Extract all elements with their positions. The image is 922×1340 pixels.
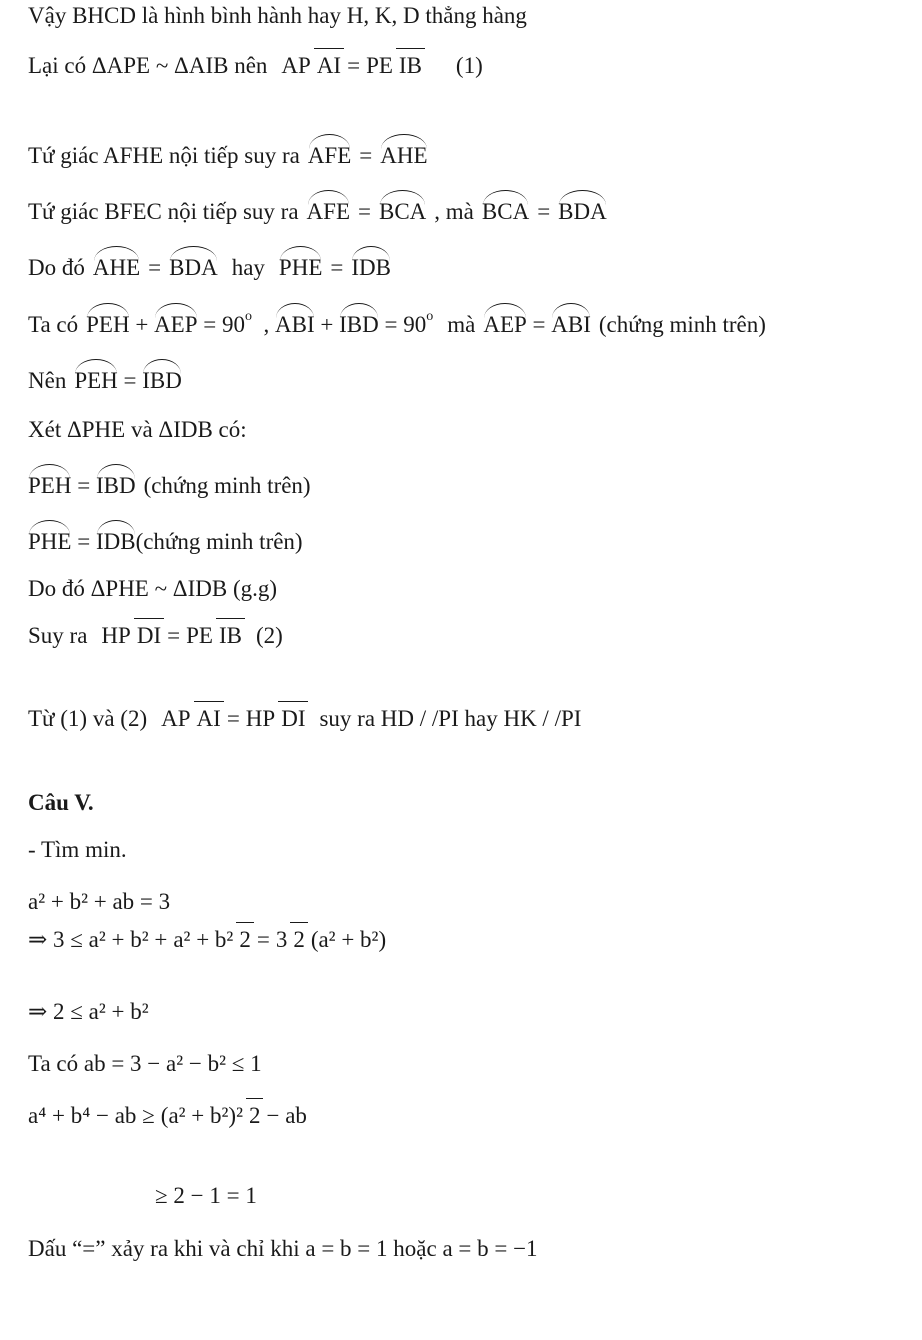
angle: AHE (380, 143, 428, 168)
numerator: AP (161, 706, 191, 731)
angle: AEP (154, 312, 198, 337)
text: - Tìm min. (28, 837, 127, 862)
line-9: PEH = IBD (chứng minh trên) (28, 473, 311, 498)
fraction (278, 54, 344, 77)
angle: PHE (28, 529, 72, 554)
numerator: PE (186, 623, 213, 648)
numerator: a² + b² (173, 927, 234, 952)
line-7: Nên PEH = IBD (28, 368, 182, 393)
degree: o (245, 308, 252, 324)
angle: ABI (275, 312, 315, 337)
angle: PHE (278, 255, 323, 280)
angle: AFE (306, 199, 350, 224)
angle: IBD (142, 368, 182, 393)
angle: BDA (169, 255, 218, 280)
angle: PEH (74, 368, 118, 393)
line-15 (28, 838, 127, 861)
numerator: PE (366, 53, 393, 78)
numerator: (a² + b²)² (160, 1103, 243, 1128)
text: (chứng minh trên) (135, 529, 303, 554)
numerator: HP (245, 706, 276, 731)
angle: BDA (558, 199, 607, 224)
line-16 (28, 890, 170, 913)
angle: IDB (351, 255, 391, 280)
denominator: 2 (236, 922, 254, 952)
section-heading (28, 791, 94, 814)
text: hay (231, 255, 265, 280)
angle: PEH (86, 312, 130, 337)
angle: PEH (28, 473, 72, 498)
text: Do đó (28, 255, 85, 280)
equation: a² + b² + ab = 3 (28, 889, 171, 914)
line-13: Từ (1) và (2) AP AI = HP DI suy ra HD / /PI hay HK / /PI (28, 707, 581, 730)
text: Từ (1) và (2) (28, 706, 148, 731)
equals: = (347, 53, 361, 78)
text: Nên (28, 368, 67, 393)
text: Dấu “=” xảy ra khi và chỉ khi a = b = 1 hoặc a = b = −1 (28, 1236, 538, 1261)
text: Xét ΔPHE và ΔIDB có: (28, 417, 247, 442)
equation: ≥ 2 − 1 = 1 (155, 1183, 257, 1208)
line-4: Tứ giác BFEC nội tiếp suy ra AFE = BCA , mà BCA = BDA (28, 199, 607, 224)
line-1 (28, 4, 527, 27)
fraction (243, 707, 309, 730)
denominator: DI (134, 618, 164, 648)
equation: ⇒ 3 ≤ a² + b² + (28, 927, 168, 952)
text: mà (447, 312, 476, 337)
value: 90 (222, 312, 245, 337)
numerator: AP (281, 53, 311, 78)
angle: AEP (483, 312, 527, 337)
text: (chứng minh trên) (598, 312, 766, 337)
line-12: Suy ra HP DI = PE IB (2) (28, 624, 283, 647)
text: Lại có ΔAPE ~ ΔAIB nên (28, 53, 268, 78)
tag: (1) (455, 53, 483, 78)
angle: BCA (481, 199, 530, 224)
text: suy ra HD / /PI hay HK / /PI (319, 706, 582, 731)
numerator: 3 (275, 927, 288, 952)
denominator: AI (314, 48, 344, 78)
denominator: 2 (290, 922, 308, 952)
text: , mà (434, 199, 474, 224)
denominator: AI (194, 701, 224, 731)
equals: = (359, 143, 373, 168)
denominator: IB (216, 618, 245, 648)
fraction (183, 624, 245, 647)
angle: IDB (95, 529, 136, 554)
text: Ta có (28, 312, 79, 337)
fraction (158, 1104, 264, 1127)
denominator: 2 (246, 1098, 264, 1128)
line-19 (28, 1052, 262, 1075)
text: Vậy BHCD là hình bình hành hay H, K, D thẳng hàng (28, 3, 527, 28)
fraction (273, 928, 308, 951)
fraction (158, 707, 224, 730)
equals: = (256, 927, 270, 952)
text: Do đó ΔPHE ~ ΔIDB (g.g) (28, 576, 278, 601)
line-6: Ta có PEH + AEP = 90 $^o$ , ABI + IBD = 90 $^o$ mà AEP = ABI (chứng minh trên) (28, 308, 766, 337)
line-2 (28, 54, 483, 77)
heading-text: Câu V. (28, 790, 94, 815)
text: Tứ giác BFEC nội tiếp suy ra (28, 199, 299, 224)
line-11 (28, 577, 277, 600)
line-10: PHE = IDB (chứng minh trên) (28, 529, 303, 554)
equation: a⁴ + b⁴ − ab ≥ (28, 1103, 155, 1128)
denominator: IB (396, 48, 425, 78)
line-17 (28, 928, 386, 951)
equation: − ab (266, 1103, 307, 1128)
equation: (a² + b²) (310, 927, 387, 952)
angle: ABI (551, 312, 591, 337)
text: (chứng minh trên) (143, 473, 311, 498)
angle: IBD (95, 473, 136, 498)
angle: BCA (378, 199, 427, 224)
line-21 (155, 1184, 257, 1207)
fraction (98, 624, 164, 647)
fraction (363, 54, 425, 77)
line-22 (28, 1237, 538, 1260)
line-18 (28, 1000, 149, 1023)
angle: IBD (339, 312, 379, 337)
denominator: DI (278, 701, 308, 731)
text: Suy ra (28, 623, 88, 648)
numerator: HP (101, 623, 131, 648)
tag: (2) (255, 623, 283, 648)
angle: AFE (307, 143, 352, 168)
line-8 (28, 418, 247, 441)
fraction (170, 928, 253, 951)
line-3 (28, 144, 428, 167)
line-5: Do đó AHE = BDA hay PHE = IDB (28, 255, 391, 280)
text: Tứ giác AFHE nội tiếp suy ra (28, 143, 300, 168)
equation: Ta có ab = 3 − a² − b² ≤ 1 (28, 1051, 262, 1076)
line-20 (28, 1104, 307, 1127)
equation: ⇒ 2 ≤ a² + b² (28, 999, 149, 1024)
angle: AHE (92, 255, 141, 280)
